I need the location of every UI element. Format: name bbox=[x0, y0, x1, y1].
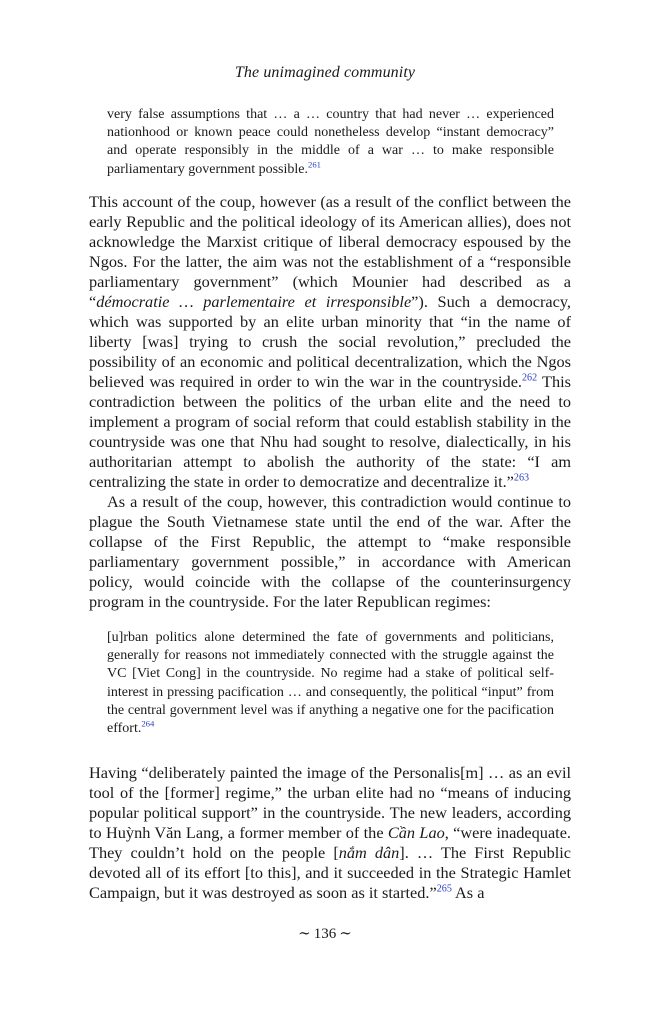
paragraph-1-part-3: This contradiction between the politics of the urban elite and the need to implement a program of social reform that could establish stability in the countryside was one that Nhu had sought to resolve, dialectically, in his authoritarian attempt to abolish the authority of the state: “I am centralizing the state in order to democratize and decentralize it.” bbox=[89, 372, 572, 491]
footnote-ref-261[interactable]: 261 bbox=[308, 158, 322, 169]
page-number-folio bbox=[0, 924, 650, 943]
page-number: 136 bbox=[313, 926, 337, 942]
paragraph-3-part-2: , “were inadequate. They couldn’t hold on the people [ bbox=[89, 823, 571, 862]
paragraph-1-italic-phrase: démocratie … parlementaire et irresponsible bbox=[96, 292, 412, 311]
running-head: The unimagined community bbox=[234, 64, 416, 81]
paragraph-3-italic-nam-dan: nắm dân bbox=[338, 843, 400, 862]
main-text-lower bbox=[89, 763, 571, 903]
footnote-ref-264[interactable]: 264 bbox=[141, 718, 155, 729]
footnote-ref-265[interactable]: 265 bbox=[436, 883, 452, 895]
block-quote-1-text: very false assumptions that … a … country that had never … experienced nationhood or known peace could nonetheless develop “instant democracy” and operate responsibly in the middle of a war … to make responsible parliamentary government possible. bbox=[107, 107, 554, 177]
paragraph-3-part-1: Having “deliberately painted the image of the Personalis[m] … as an evil tool of the [former] regime,” the urban elite had no “means of inducing popular political support” in the countryside. The new leaders, according to Huỳnh Văn Lang, a former member of the bbox=[89, 763, 571, 842]
block-quote-2-text: [u]rban politics alone determined the fate of governments and politicians, generally for reasons not immediately connected with the struggle against the VC [Viet Cong] in the countryside. No regime had a stake of political self-interest in pressing pacification … and consequently, the political “input” from the central government level was if anything a negative one for the pacification effort. bbox=[107, 630, 554, 737]
paragraph-2: As a result of the coup, however, this contradiction would continue to plague the South Vietnamese state until the end of the war. After the collapse of the First Republic, the attempt to “make responsible parliamentary government possible,” in accordance with American policy, would coincide with the collapse of the counterinsurgency program in the countryside. For the later Republican regimes: bbox=[89, 492, 571, 611]
footnote-ref-263[interactable]: 263 bbox=[513, 472, 530, 484]
swash-right-ornament: ∼ bbox=[339, 926, 352, 942]
main-text-upper bbox=[89, 192, 571, 612]
paragraph-3-part-3: ]. … The First Republic devoted all of its effort [to this], and it succeeded in the Strategic Hamlet Campaign, but it was destroyed as soon as it started.” bbox=[89, 843, 571, 902]
paragraph-3-italic-can-lao: Cần Lao bbox=[387, 823, 445, 842]
swash-left-ornament: ∼ bbox=[298, 926, 311, 942]
paragraph-1-part-2: ”). Such a democracy, which was supported by an elite urban minority that “in the name of liberty [was] trying to crush the social revolution,” precluded the possibility of an economic and political decentralization, which the Ngos believed was required in order to win the war in the countryside. bbox=[89, 292, 571, 391]
paragraph-3 bbox=[89, 763, 571, 903]
paragraph-1-part-1: This account of the coup, however (as a result of the conflict between the early Republic and the political ideology of its American allies), does not acknowledge the Marxist critique of liberal democracy espoused by the Ngos. For the latter, the aim was not the establishment of a “responsible parliamentary government” (which Mounier had described as a “ bbox=[89, 192, 571, 311]
block-quote-2 bbox=[107, 629, 554, 738]
footnote-ref-262[interactable]: 262 bbox=[522, 372, 538, 384]
paragraph-1 bbox=[89, 192, 571, 492]
paragraph-3-part-4: As a bbox=[451, 883, 485, 902]
block-quote-1 bbox=[107, 106, 554, 179]
